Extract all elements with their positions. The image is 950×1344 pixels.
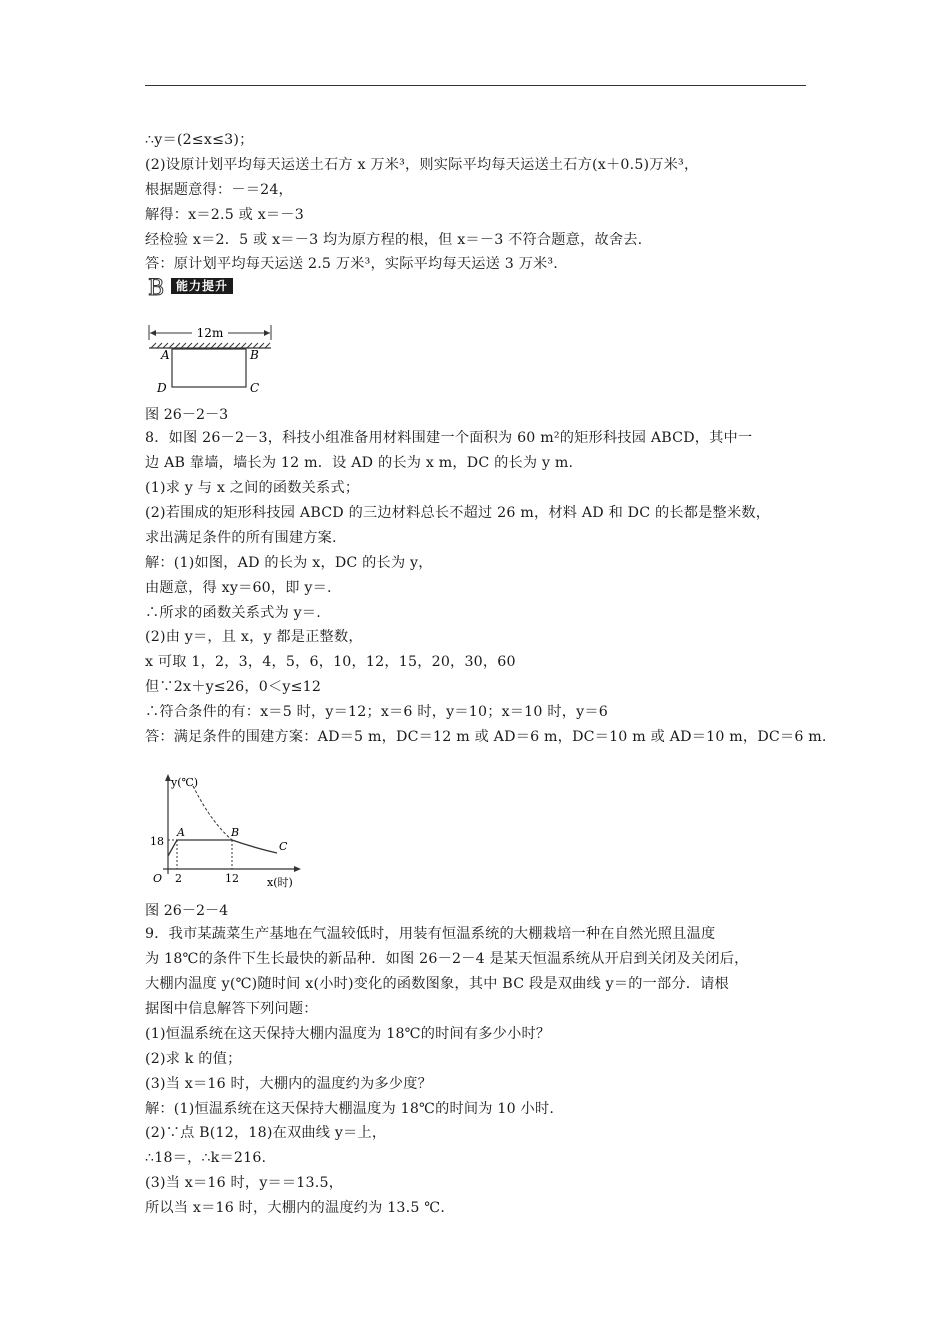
text-line: 答：满足条件的围建方案：AD＝5 m，DC＝12 m 或 AD＝6 m，DC＝10 m 或 AD＝10 m，DC＝6 m. bbox=[145, 729, 827, 745]
text-line: 解：(1)恒温系统在这天保持大棚温度为 18℃的时间为 10 小时. bbox=[145, 1101, 555, 1117]
origin-label: O bbox=[153, 872, 163, 885]
text-line: 解得：x＝2.5 或 x＝－3 bbox=[145, 207, 304, 223]
figure-rectangle-garden bbox=[145, 320, 280, 398]
text-line: (2)设原计划平均每天运送土石方 x 万米³，则实际平均每天运送土石方(x＋0.5)万米³， bbox=[145, 157, 699, 173]
text-line: 解：(1)如图，AD 的长为 x，DC 的长为 y， bbox=[145, 555, 433, 571]
text-line: (1)求 y 与 x 之间的函数关系式； bbox=[145, 480, 360, 496]
section-badge bbox=[147, 276, 257, 298]
point-a-label: A bbox=[177, 826, 185, 839]
text-line: 求出满足条件的所有围建方案. bbox=[145, 530, 337, 546]
figure-caption: 图 26－2－4 bbox=[145, 903, 229, 919]
text-line: 9．我市某蔬菜生产基地在气温较低时，用装有恒温系统的大棚栽培一种在自然光照且温度 bbox=[145, 926, 716, 942]
y-axis-label: y(℃) bbox=[171, 776, 199, 789]
text-line: 所以当 x＝16 时，大棚内的温度约为 13.5 ℃. bbox=[145, 1200, 446, 1216]
text-line: (1)恒温系统在这天保持大棚内温度为 18℃的时间有多少小时？ bbox=[145, 1026, 551, 1042]
point-c-label: C bbox=[250, 381, 260, 395]
point-c-label: C bbox=[279, 840, 288, 853]
text-line: (2)求 k 的值； bbox=[145, 1051, 242, 1067]
text-line: ∴符合条件的有：x＝5 时，y＝12；x＝6 时，y＝10；x＝10 时，y＝6 bbox=[145, 704, 608, 720]
point-b-label: B bbox=[250, 348, 259, 362]
text-line: 边 AB 靠墙，墙长为 12 m．设 AD 的长为 x m，DC 的长为 y m. bbox=[145, 455, 574, 471]
text-line: ∴所求的函数关系式为 y＝. bbox=[145, 605, 321, 621]
x-axis-label: x(时) bbox=[267, 876, 293, 889]
text-line: (2)由 y＝，且 x，y 都是正整数， bbox=[145, 629, 363, 645]
x-tick-2: 2 bbox=[175, 872, 182, 885]
y-tick-18: 18 bbox=[150, 835, 164, 848]
x-tick-12: 12 bbox=[225, 872, 239, 885]
text-line: (2)∵点 B(12，18)在双曲线 y＝上， bbox=[145, 1125, 387, 1141]
text-line: (3)当 x＝16 时，大棚内的温度约为多少度？ bbox=[145, 1076, 432, 1092]
text-line: 为 18℃的条件下生长最快的新品种．如图 26－2－4 是某天恒温系统从开启到关闭及关闭后， bbox=[145, 951, 749, 967]
text-line: 但∵2x＋y≤26，0＜y≤12 bbox=[145, 679, 322, 695]
section-title: 能力提升 bbox=[171, 278, 233, 294]
text-line: 大棚内温度 y(℃)随时间 x(小时)变化的函数图象，其中 BC 段是双曲线 y＝的一部分．请根 bbox=[145, 976, 729, 992]
text-line: 据图中信息解答下列问题： bbox=[145, 1001, 318, 1017]
figure-temperature-graph bbox=[145, 770, 305, 895]
point-d-label: D bbox=[157, 381, 167, 395]
text-line: 8．如图 26－2－3，科技小组准备用材料围建一个面积为 60 m²的矩形科技园 ABCD，其中一 bbox=[145, 430, 753, 446]
point-b-label: B bbox=[231, 826, 240, 839]
text-line: ∴y＝(2≤x≤3)； bbox=[145, 132, 254, 148]
text-line: 经检验 x＝2．5 或 x＝－3 均为原方程的根，但 x＝－3 不符合题意，故舍去. bbox=[145, 232, 643, 248]
point-a-label: A bbox=[161, 348, 170, 362]
text-line: (2)若围成的矩形科技园 ABCD 的三边材料总长不超过 26 m，材料 AD 和 DC 的长都是整米数， bbox=[145, 505, 771, 521]
text-line: 由题意，得 xy＝60，即 y＝. bbox=[145, 580, 332, 596]
text-line: 答：原计划平均每天运送 2.5 万米³，实际平均每天运送 3 万米³. bbox=[145, 256, 559, 272]
wall-length-label: 12m bbox=[196, 326, 224, 340]
header-rule bbox=[145, 85, 806, 86]
section-b-icon bbox=[147, 276, 173, 298]
figure-caption: 图 26－2－3 bbox=[145, 407, 229, 423]
text-line: x 可取 1，2，3，4，5，6，10，12，15，20，30，60 bbox=[145, 654, 516, 670]
text-line: ∴18＝，∴k＝216. bbox=[145, 1150, 267, 1166]
text-line: (3)当 x＝16 时，y＝＝13.5， bbox=[145, 1175, 344, 1191]
text-line: 根据题意得：－＝24， bbox=[145, 182, 293, 198]
svg-text:B: B bbox=[148, 276, 165, 298]
